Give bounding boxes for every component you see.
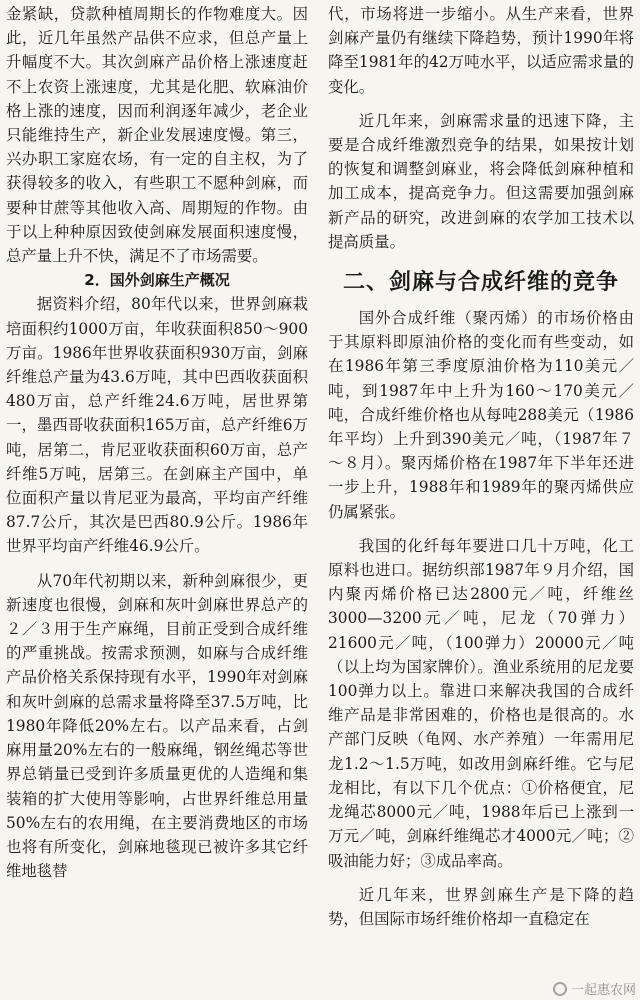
section-title: 二、剑麻与合成纤维的竞争 [342,270,619,296]
left-paragraph-1: 金紧缺，贷款种植周期长的作物难度大。因此，近几年虽然产品供不应求，但总产量上升幅度不大。其次剑麻产品价格上涨速度赶不上农资上涨速度，尤其是化肥、软麻油价格上涨的速度，因而利润逐年减少，老企业只能维持生产，新企业发展速度慢。第三，兴办职工家庭农场，有一定的自主权，为了获得较多的收入，有些职工不愿种剑麻，而要种甘蔗等其他收入高、周期短的作物。由于以上种种原因致使剑麻发展面积速度慢，总产量上升不快，满足不了市场需要。 [6,5,308,266]
left-column [6,2,308,883]
right-paragraph-3: 国外合成纤维（聚丙烯）的市场价格由于其原料即原油价格的变化而有些变动，如在1986年第三季度原油价格为110美元／吨，到1987年中上升为160～170美元／吨，合成纤维价格也从每吨288美元（1986年平均）上升到390美元／吨，（1987年７～８月）。聚丙烯价格在1987年下半年还进一步上升，1988年和1989年的聚丙烯供应仍属紧张。 [328,309,634,521]
right-paragraph-2: 近几年来，剑麻需求量的迅速下降，主要是合成纤维激烈竞争的结果，如果按计划的恢复和调整剑麻业，将会降低剑麻种植和加工成本，提高竞争力。但这需要加强剑麻新产品的研究，改进剑麻的农学加工技术以提高质量。 [328,111,634,251]
watermark [553,979,636,998]
right-paragraph-5: 近几年来，世界剑麻生产是下降的趋势，但国际市场纤维价格却一直稳定在 [328,885,634,928]
watermark-logo-icon [553,982,567,996]
watermark-text: 一起惠农网 [570,983,636,998]
right-paragraph-4: 我国的化纤每年要进口几十万吨，化工原料也进口。据纺织部1987年９月介绍，国内聚丙烯价格已达2800元／吨，纤维丝3000—3200元／吨，尼龙（70弹力）21600元／吨，（100弹力）20000元／吨（以上均为国家牌价）。渔业系统用的尼龙要100弹力以上。靠进口来解决我国的合成纤维产品是非常困难的，价格也是很高的。水产部门反映（龟网、水产养殖）一年需用尼龙1.2～1.5万吨，如改用剑麻纤维。它与尼龙相比，有以下几个优点：①价格便宜，尼龙绳芯8000元／吨，1988年后已上涨到一万元／吨，剑麻纤维绳芯才4000元／吨；②吸油能力好；③成品率高。 [328,536,634,870]
right-paragraph-1: 代，市场将进一步缩小。从生产来看，世界剑麻产量仍有继续下降趋势，预计1990年将降至1981年的42万吨水平，以适应需求量的变化。 [328,5,634,96]
right-column [328,2,634,931]
subsection-heading: 2．国外剑麻生产概况 [84,271,230,290]
left-paragraph-2: 据资料介绍，80年代以来，世界剑麻栽培面积约1000万亩，年收获面积850～900万亩。1986年世界收获面积930万亩，剑麻纤维总产量为43.6万吨，其中巴西收获面积480万亩，总产纤维24.6万吨，居世界第一，墨西哥收获面积165万亩，总产纤维6万吨，居第二，肯尼亚收获面积60万亩，总产纤维5万吨，居第三。在剑麻主产国中，单位面积产量以肯尼亚为最高，平均亩产纤维87.7公斤，其次是巴西80.9公斤。1986年世界平均亩产纤维46.9公斤。 [6,295,308,556]
left-paragraph-3: 从70年代初期以来，新种剑麻很少，更新速度也很慢，剑麻和灰叶剑麻世界总产的２／３用于生产麻绳，目前正受到合成纤维的严重挑战。按需求预测，如麻与合成纤维产品价格关系保持现有水平，1990年对剑麻和灰叶剑麻的总需求量将降至37.5万吨，比1980年降低20%左右。以产品来看，占剑麻用量20%左右的一般麻绳，钢丝绳芯等世界总销量已受到许多质量更优的人造绳和集装箱的扩大使用等影响，占世界纤维总用量50%左右的农用绳，在主要消费地区的市场也将有所变化，剑麻地毯现已被许多其它纤维地毯替 [6,571,308,881]
